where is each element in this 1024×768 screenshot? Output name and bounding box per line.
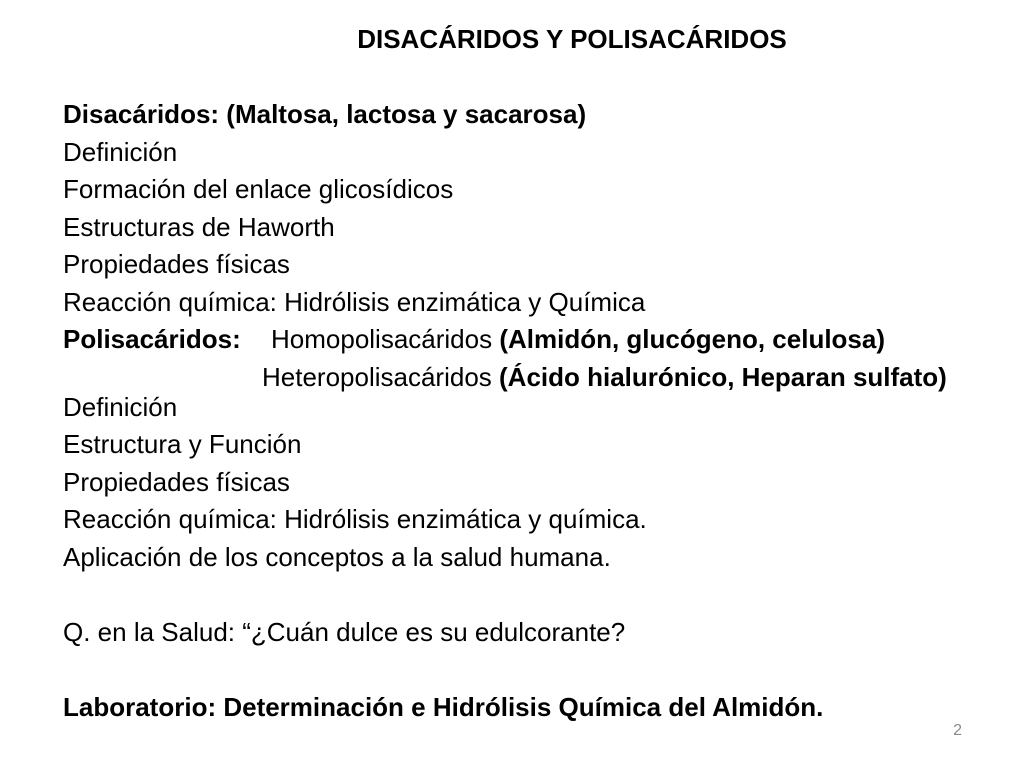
polisacaridos-item: Definición — [63, 391, 178, 422]
disacaridos-item: Definición — [63, 136, 178, 167]
page-number: 2 — [953, 722, 962, 739]
polisacaridos-item: Reacción química: Hidrólisis enzimática y química. — [63, 504, 647, 534]
slide-title: DISACÁRIDOS Y POLISACÁRIDOS — [357, 24, 787, 54]
disacaridos-label: Disacáridos: — [63, 99, 220, 129]
polisacaridos-label: Polisacáridos: — [63, 324, 241, 354]
homopolisacaridos-examples: (Almidón, glucógeno, celulosa) — [499, 324, 886, 354]
heteropolisacaridos-examples: (Ácido hialurónico, Heparan sulfato) — [499, 361, 947, 392]
disacaridos-examples: (Maltosa, lactosa y sacarosa) — [219, 99, 587, 129]
heteropolisacaridos-line — [63, 359, 947, 392]
disacaridos-item: Propiedades físicas — [63, 249, 290, 279]
polisacaridos-heading — [63, 321, 947, 359]
polisacaridos-item: Aplicación de los conceptos a la salud humana. — [63, 541, 611, 572]
disacaridos-item: Estructuras de Haworth — [63, 211, 335, 242]
slide-body — [63, 96, 947, 726]
laboratorio-line: Laboratorio: Determinación e Hidrólisis Química del Almidón. — [63, 691, 824, 722]
heteropolisacaridos-name: Heteropolisacáridos — [262, 361, 500, 392]
disacaridos-heading — [63, 96, 947, 134]
salud-question: Q. en la Salud: “¿Cuán dulce es su edulcorante? — [63, 616, 626, 647]
polisacaridos-item: Estructura y Función — [63, 429, 302, 459]
homopolisacaridos-name: Homopolisacáridos — [271, 324, 500, 354]
disacaridos-item: Formación del enlace glicosídicos — [63, 174, 454, 204]
disacaridos-item: Reacción química: Hidrólisis enzimática y Química — [63, 286, 646, 317]
polisacaridos-item: Propiedades físicas — [63, 466, 290, 497]
